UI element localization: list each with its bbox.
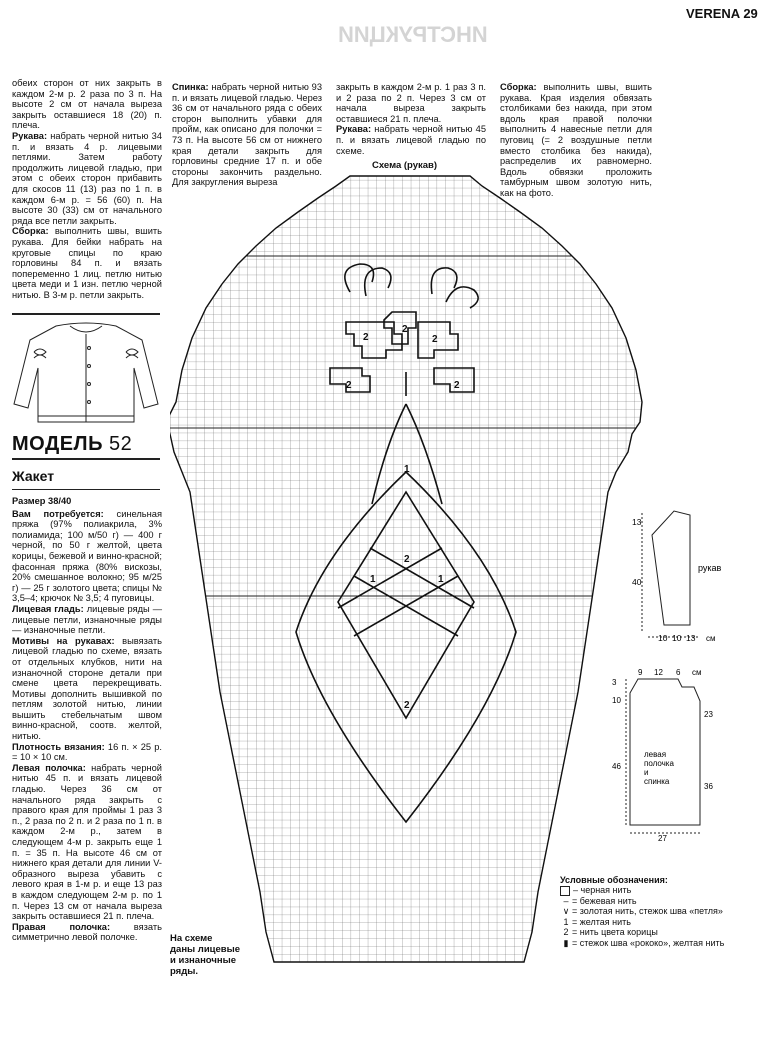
svg-text:3: 3 <box>612 678 617 687</box>
divider <box>12 313 160 315</box>
legend-item: ▮ = стежок шва «рококо», желтая нить <box>560 938 724 948</box>
column-1-bottom <box>12 496 162 943</box>
svg-text:спинка: спинка <box>644 777 670 786</box>
instruction-paragraph: Левая полочка: набрать черной нитью 45 п. и вязать лицевой гладью. Через 36 см от начального ряда закрыть с правого края для проймы 1 раз 3 п., 2 раза по 2 п. и 2 раза по 1 п. в каждом 2-м р., затем в следующем 4-м р. закрыть еще 1 п. = 35 п. На высоте 46 см от нижнего края детали для линии V-образного выреза убавить с левого края в 1-м р. и еще 13 раз в каждом следующем 2-м р. по 1 п. Через 13 см от начала выреза закрыть оставшиеся 21 п. плеча. <box>12 762 162 922</box>
bleedthrough-title: ИНСТРУКЦИИ <box>338 22 488 47</box>
instruction-paragraph: Мотивы на рукавах: вывязать лицевой гладью по схеме, вязать от отдельных клубков, нити на изнаночной стороне детали при смене цвета перекрещивать. Мотивы дополнить вышивкой по петлям золотой нитью, линии вышить стебельчатым швом винно-красной, соотв. желтой, нитью. <box>12 635 162 742</box>
svg-text:см: см <box>692 668 702 677</box>
paragraph-sleeves: Рукава: набрать черной нитью 34 п. и вязать 4 р. лицевыми петлями. Затем работу продолжить лицевой гладью, при этом с обеих сторон прибавить для скосов 11 (13) раз по 1 п. в каждом 6-м р. = 56 (60) п. На высоте 30 (33) см от начального ряда все петли закрыть. <box>12 130 162 226</box>
svg-text:6: 6 <box>676 668 681 677</box>
column-3 <box>336 82 486 156</box>
instructions-list <box>12 509 162 943</box>
body-pattern-diagram <box>608 665 758 845</box>
column-1-top <box>12 78 162 300</box>
jacket-sketch <box>12 318 160 428</box>
svg-text:10: 10 <box>672 633 682 643</box>
paragraph-assembly: Сборка: выполнить швы, вшить рукава. Для бейки набрать на круговые спицы по краю горловины 84 п. и вязать попеременно 1 лиц. петлю нитью цвета меди и 1 изн. петлю черной нитью. В 3-м р. петли закрыть. <box>12 226 162 300</box>
legend-item: ∨ = золотая нить, стежок шва «петля» <box>560 906 724 916</box>
chart-symbol: 1 <box>404 464 410 475</box>
legend-item: – черная нить <box>560 885 724 896</box>
model-heading: МОДЕЛЬ 52 <box>12 433 133 455</box>
paragraph-sleeves: Рукава: набрать черной нитью 45 п. и вязать лицевой гладью по схеме. <box>336 124 486 156</box>
legend-item: 2 = нить цвета корицы <box>560 927 724 937</box>
legend-symbol: – <box>563 896 569 907</box>
paragraph-assembly: Сборка: выполнить швы, вшить рукава. Края изделия обвязать столбиками без накида, при этом вдоль края правой полочки выполнить 4 навесные петли для пуговиц (= 2 воздушные петли вместо столбика без накида), распределив их равномерно. Вдоль обвязки проложить тамбурным швом золотую нить, как на фото. <box>500 82 652 198</box>
svg-text:и: и <box>644 768 649 777</box>
legend-title: Условные обозначения: <box>560 875 668 885</box>
chart-symbol: 2 <box>404 700 410 711</box>
svg-text:27: 27 <box>658 834 667 843</box>
chart-note: На схеме даны лицевые и изнаночные ряды. <box>170 933 241 977</box>
svg-text:см: см <box>706 634 716 643</box>
divider <box>12 458 160 460</box>
garment-type: Жакет <box>12 468 55 484</box>
chart-symbol: 2 <box>454 380 460 391</box>
brand-name: VERENA <box>686 6 740 21</box>
chart-symbol: 2 <box>402 324 408 335</box>
size-label: Размер 38/40 <box>12 496 72 506</box>
svg-text:23: 23 <box>704 710 713 719</box>
page-number: 29 <box>743 6 758 21</box>
legend-symbol: 2 <box>563 927 569 938</box>
sleeve-pattern-diagram <box>628 505 758 645</box>
legend-symbol: ▮ <box>563 937 569 948</box>
page-header <box>686 6 758 21</box>
chart-symbol: 2 <box>404 554 410 565</box>
chart-symbol: 2 <box>432 334 438 345</box>
paragraph: закрыть в каждом 2-м р. 1 раз 3 п. и 2 раза по 2 п. Через 3 см от начала выреза закрыть оставшиеся 21 п. плеча. <box>336 82 486 124</box>
paragraph: обеих сторон от них закрыть в каждом 2-м р. 2 раза по 3 п. На высоте 2 см от начала выреза закрыть оставшиеся 18 (20) п. плеча. <box>12 78 162 131</box>
instruction-paragraph: Лицевая гладь: лицевые ряды — лицевые петли, изнаночные ряды — изнаночные петли. <box>12 603 162 636</box>
svg-text:13: 13 <box>686 633 696 643</box>
chart-symbol: 1 <box>438 574 444 585</box>
legend-symbol: ∨ <box>562 906 570 917</box>
chart-title: Схема (рукав) <box>372 160 438 171</box>
legend-item: – = бежевая нить <box>560 896 724 906</box>
chart-symbol: 2 <box>363 332 369 343</box>
svg-text:10: 10 <box>612 696 621 705</box>
svg-text:36: 36 <box>704 782 713 791</box>
chart-symbol: 1 <box>370 574 376 585</box>
chart-symbol: 2 <box>346 380 352 391</box>
legend-item: 1 = желтая нить <box>560 917 724 927</box>
instruction-paragraph: Плотность вязания: 16 п. × 25 р. = 10 × 10 см. <box>12 741 162 763</box>
empty-square-icon <box>560 886 570 896</box>
knitting-chart <box>170 172 648 968</box>
svg-text:46: 46 <box>612 762 621 771</box>
instruction-paragraph: Правая полочка: вязать симметрично левой полочке. <box>12 921 162 943</box>
svg-text:левая: левая <box>644 750 667 759</box>
svg-text:рукав: рукав <box>698 563 722 573</box>
legend <box>560 875 724 948</box>
paragraph-back: Спинка: набрать черной нитью 93 п. и вязать лицевой гладью. Через 36 см от начального ряда с обеих сторон выполнить убавки для пройм, как описано для полочки = 73 п. На высоте 56 см от нижнего края детали закрыть для горловины средние 17 п. и обе стороны закончить раздельно. Для закругления выреза <box>172 82 322 188</box>
svg-text:13: 13 <box>632 517 642 527</box>
legend-symbol: 1 <box>563 916 569 927</box>
svg-text:12: 12 <box>654 668 663 677</box>
divider <box>12 489 160 490</box>
svg-text:9: 9 <box>638 668 643 677</box>
instruction-paragraph: Вам потребуется: синельная пряжа (97% полиакрила, 3% полиамида; 100 м/50 г) — 400 г черной, по 50 г желтой, цвета корицы, бежевой и винно-красной; фасонная пряжа (80% вискозы, 20% смешанное волокно; 95 м/25 г) — 25 г золотого цвета; спицы № 3,5–4; крючок № 3,5; 4 пуговицы. <box>12 508 162 604</box>
svg-text:полочка: полочка <box>644 759 674 768</box>
svg-text:10: 10 <box>658 633 668 643</box>
svg-text:40: 40 <box>632 577 642 587</box>
